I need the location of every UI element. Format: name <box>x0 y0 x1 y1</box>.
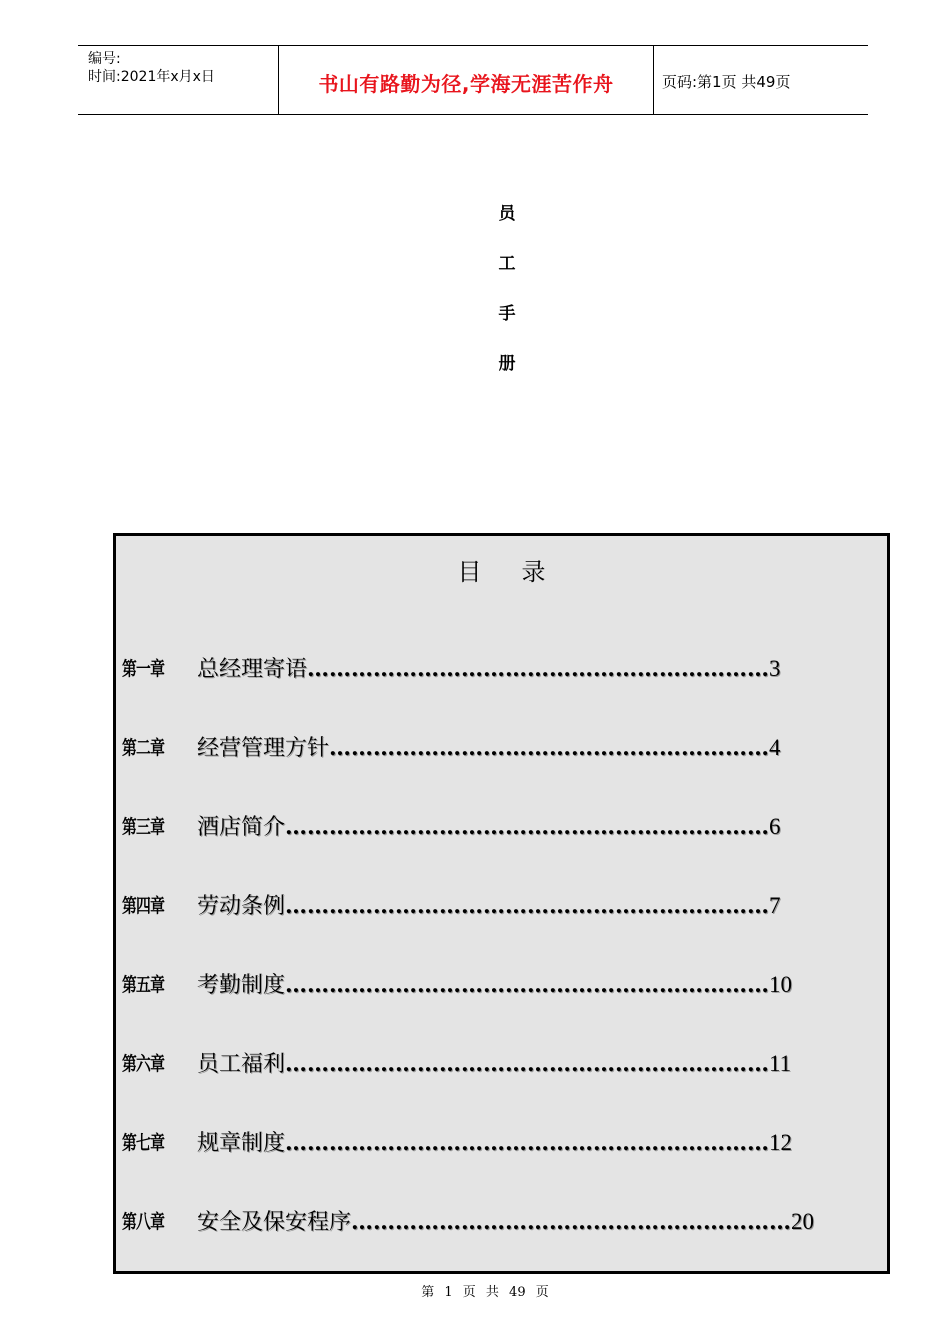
leader-dots: …………………………………………………… <box>351 1209 792 1235</box>
page-header <box>78 45 868 115</box>
chapter-title: 劳动条例 <box>197 894 286 919</box>
page-number: 4 <box>769 735 781 760</box>
header-meta-cell <box>78 46 278 114</box>
document-title <box>492 200 522 400</box>
chapter-label: 第八章 <box>122 1212 165 1233</box>
leader-dots: ………………………………………………………… <box>285 814 770 840</box>
leader-dots: ………………………………………………………… <box>285 1051 770 1077</box>
page-number: 7 <box>769 893 781 918</box>
chapter-title: 酒店简介 <box>197 815 286 840</box>
leader-dots: ………………………………………………………… <box>285 972 770 998</box>
chapter-label: 第七章 <box>122 1133 165 1154</box>
page-number: 12 <box>769 1130 793 1155</box>
chapter-label: 第六章 <box>122 1054 165 1075</box>
leader-dots: ………………………………………………………… <box>285 1130 770 1156</box>
chapter-label: 第一章 <box>122 659 165 680</box>
chapter-title: 规章制度 <box>197 1131 286 1156</box>
chapter-title: 考勤制度 <box>197 973 286 998</box>
page-number: 3 <box>769 656 781 681</box>
title-char: 册 <box>498 354 516 374</box>
header-motto-cell <box>278 46 654 114</box>
number-label: 编号: <box>88 51 121 67</box>
table-of-contents <box>113 533 890 1274</box>
chapter-label: 第三章 <box>122 817 165 838</box>
title-char: 手 <box>498 304 516 324</box>
chapter-title: 经营管理方针 <box>197 736 330 761</box>
page-number: 6 <box>769 814 781 839</box>
chapter-title: 员工福利 <box>197 1052 286 1077</box>
leader-dots: ……………………………………………………… <box>307 656 770 682</box>
page-number: 20 <box>791 1209 815 1234</box>
title-char: 工 <box>498 254 516 274</box>
page-number: 10 <box>769 972 793 997</box>
header-page-cell <box>653 46 868 114</box>
chapter-label: 第二章 <box>122 738 165 759</box>
chapter-title: 安全及保安程序 <box>197 1210 352 1235</box>
chapter-label: 第五章 <box>122 975 165 996</box>
chapter-label: 第四章 <box>122 896 165 917</box>
chapter-title: 总经理寄语 <box>197 657 308 682</box>
toc-heading: 目录 <box>457 558 586 586</box>
page-footer: 第 1 页 共 49 页 <box>421 1285 549 1300</box>
leader-dots: ………………………………………………………… <box>285 893 770 919</box>
page-number: 11 <box>769 1051 792 1076</box>
leader-dots: …………………………………………………… <box>329 735 770 761</box>
motto: 书山有路勤为径,学海无涯苦作舟 <box>318 72 614 96</box>
title-char: 员 <box>498 204 516 224</box>
time-label: 时间:2021年x月x日 <box>88 69 215 85</box>
page-info: 页码:第1页 共49页 <box>662 73 791 91</box>
